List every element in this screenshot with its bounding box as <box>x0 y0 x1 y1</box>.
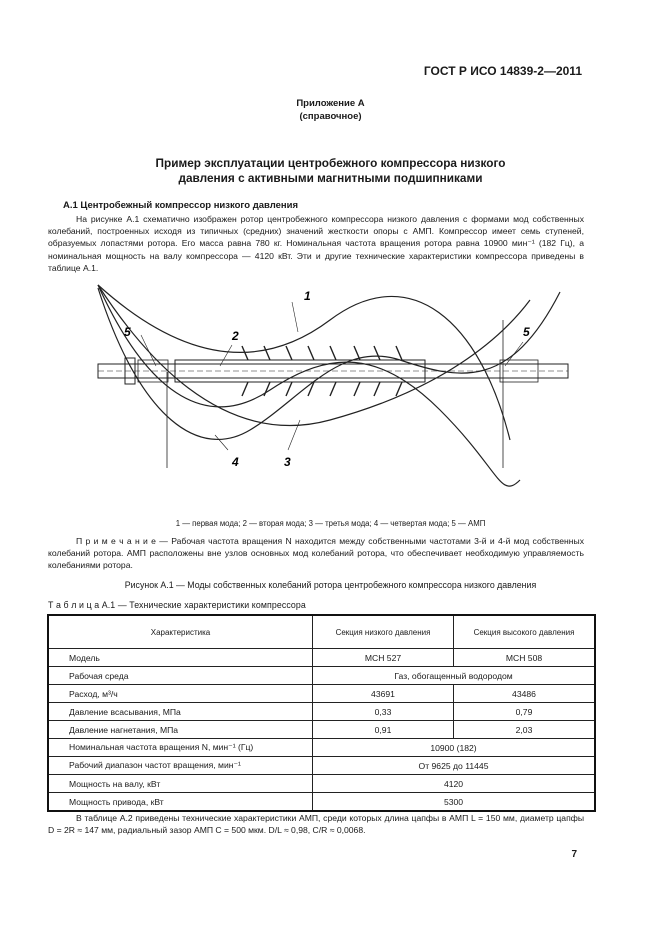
table-caption: Т а б л и ц а А.1 — Технические характеристики компрессора <box>48 600 306 610</box>
mode-1-curve <box>98 285 530 425</box>
table-row <box>48 703 595 721</box>
appendix-title <box>0 156 661 186</box>
label-amb-left: 5 <box>124 325 131 339</box>
row-high-value: 43486 <box>454 685 596 703</box>
row-merged-value: 4120 <box>313 775 596 793</box>
header-low-pressure: Секция низкого давления <box>313 615 454 649</box>
body-text: На рисунке А.1 схематично изображен ротор центробежного компрессора низкого давления с формами мод собственных колебаний, построенных исходя из типичных (средних) значений жесткости опоры с АМП. Компрессор имеет семь ступеней, образуемых лопастями ротора. Его масса равна 780 кг. Номинальная частота вращения ротора равна 10900 мин⁻¹ (182 Гц), а номинальная мощность на валу компрессора — 4120 кВт. Эти и другие технические характеристики компрессора приведены в таблице А.1. <box>48 214 584 273</box>
table-row <box>48 739 595 757</box>
row-merged-value: От 9625 до 11445 <box>313 757 596 775</box>
row-label: Мощность привода, кВт <box>48 793 313 812</box>
rotor-figure <box>80 280 580 500</box>
row-label: Номинальная частота вращения N, мин⁻¹ (Гц) <box>48 739 313 757</box>
row-low-value: 0,33 <box>313 703 454 721</box>
header-high-pressure: Секция высокого давления <box>454 615 596 649</box>
table-row <box>48 649 595 667</box>
row-label: Давление нагнетания, МПа <box>48 721 313 739</box>
leader-2 <box>220 345 232 366</box>
label-mode-2: 2 <box>232 329 239 343</box>
title-line-1: Пример эксплуатации центробежного компрессора низкого <box>155 156 506 170</box>
figure-caption: Рисунок А.1 — Моды собственных колебаний ротора центробежного компрессора низкого давления <box>124 580 537 590</box>
row-label: Рабочая среда <box>48 667 313 685</box>
row-label: Модель <box>48 649 313 667</box>
annex-type: (справочное) <box>299 111 362 122</box>
label-mode-3: 3 <box>284 455 291 469</box>
row-high-value: 0,79 <box>454 703 596 721</box>
note-text: — Рабочая частота вращения N находится между собственными частотами 3-й и 4-й мод собственных колебаний ротора. АМП расположены вне узлов основных мод колебаний ротора, что обеспечивает необходимую управляемость колебаниями ротора. <box>48 536 585 571</box>
leader-4 <box>215 435 228 450</box>
figure-legend: 1 — первая мода; 2 — вторая мода; 3 — третья мода; 4 — четвертая мода; 5 — АМП <box>175 519 486 528</box>
row-merged-value: Газ, обогащенный водородом <box>313 667 596 685</box>
standard-header: ГОСТ Р ИСО 14839-2—2011 <box>423 64 582 78</box>
leader-3 <box>288 420 300 450</box>
annex-heading <box>0 97 661 123</box>
row-low-value: МСН 527 <box>313 649 454 667</box>
annex-title: Приложение А <box>296 98 365 109</box>
row-label: Мощность на валу, кВт <box>48 775 313 793</box>
header-characteristic: Характеристика <box>48 615 313 649</box>
table-header-row <box>48 615 595 649</box>
closing-paragraph <box>48 812 584 836</box>
table-row <box>48 775 595 793</box>
row-label: Расход, м³/ч <box>48 685 313 703</box>
label-amb-right: 5 <box>523 325 530 339</box>
row-merged-value: 10900 (182) <box>313 739 596 757</box>
note-label: П р и м е ч а н и е <box>76 536 156 546</box>
leader-5-right <box>505 342 523 366</box>
table-row <box>48 757 595 775</box>
table-row <box>48 685 595 703</box>
label-mode-4: 4 <box>232 455 239 469</box>
row-high-value: МСН 508 <box>454 649 596 667</box>
row-low-value: 43691 <box>313 685 454 703</box>
label-mode-1: 1 <box>304 289 311 303</box>
leader-1 <box>292 302 298 332</box>
page-number: 7 <box>571 849 577 860</box>
body-paragraph <box>48 213 584 274</box>
row-high-value: 2,03 <box>454 721 596 739</box>
row-label: Рабочий диапазон частот вращения, мин⁻¹ <box>48 757 313 775</box>
figure-note <box>48 535 584 572</box>
title-line-2: давления с активными магнитными подшипниками <box>178 171 483 185</box>
section-heading: А.1 Центробежный компрессор низкого давления <box>63 200 299 211</box>
closing-text: В таблице А.2 приведены технические характеристики АМП, среди которых длина цапфы в АМП L = 150 мм, диаметр цапфы D = 2R ≈ 147 мм, радиальный зазор АМП C = 500 мкм. D/L ≈ 0,98, C/R ≈ 0,0068. <box>48 813 584 836</box>
row-low-value: 0,91 <box>313 721 454 739</box>
table-row <box>48 667 595 685</box>
row-label: Давление всасывания, МПа <box>48 703 313 721</box>
row-merged-value: 5300 <box>313 793 596 812</box>
specs-table <box>47 614 596 812</box>
table-row <box>48 721 595 739</box>
table-row <box>48 793 595 812</box>
